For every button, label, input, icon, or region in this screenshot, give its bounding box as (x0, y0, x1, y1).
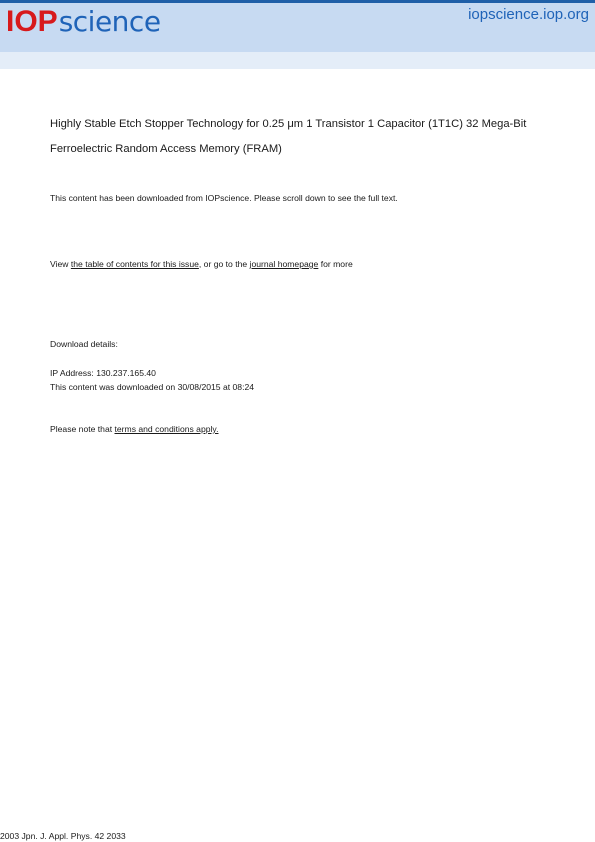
download-date-line (50, 381, 560, 393)
journal-homepage-link[interactable]: journal homepage (249, 259, 319, 269)
site-url-link[interactable]: iopscience.iop.org (468, 6, 589, 23)
site-header (0, 3, 595, 52)
article-title: Highly Stable Etch Stopper Technology for 0.25 μm 1 Transistor 1 Capacitor (1T1C) 32 Mega-Bit Ferroelectric Random Access Memory (FRAM) (50, 118, 527, 155)
time-prefix: at (220, 382, 233, 392)
time-value: 08:24 (232, 382, 255, 392)
footer-citation: 2003 Jpn. J. Appl. Phys. 42 2033 (0, 831, 126, 841)
view-prefix: View (50, 259, 71, 269)
date-value: 30/08/2015 (177, 382, 221, 392)
view-suffix: for more (318, 259, 353, 269)
date-prefix: This content was downloaded on (50, 382, 178, 392)
header-subbar (0, 52, 595, 69)
ip-label: IP Address: (50, 368, 97, 378)
download-details-heading: Download details: (50, 339, 118, 349)
view-links-line (50, 258, 560, 270)
terms-prefix: Please note that (50, 424, 115, 434)
table-of-contents-link[interactable]: the table of contents for this issue (70, 259, 199, 269)
logo-iop-text: IOP (6, 5, 58, 38)
logo-science-text: science (58, 5, 161, 38)
download-notice: This content has been downloaded from IOPscience. Please scroll down to see the full text. (50, 193, 398, 203)
ip-value: 130.237.165.40 (96, 368, 156, 378)
iopscience-logo[interactable] (6, 5, 161, 39)
view-middle: , or go to the (198, 259, 250, 269)
terms-line (50, 423, 560, 435)
terms-and-conditions-link[interactable]: terms and conditions apply. (114, 424, 219, 434)
ip-address-line (50, 367, 560, 379)
